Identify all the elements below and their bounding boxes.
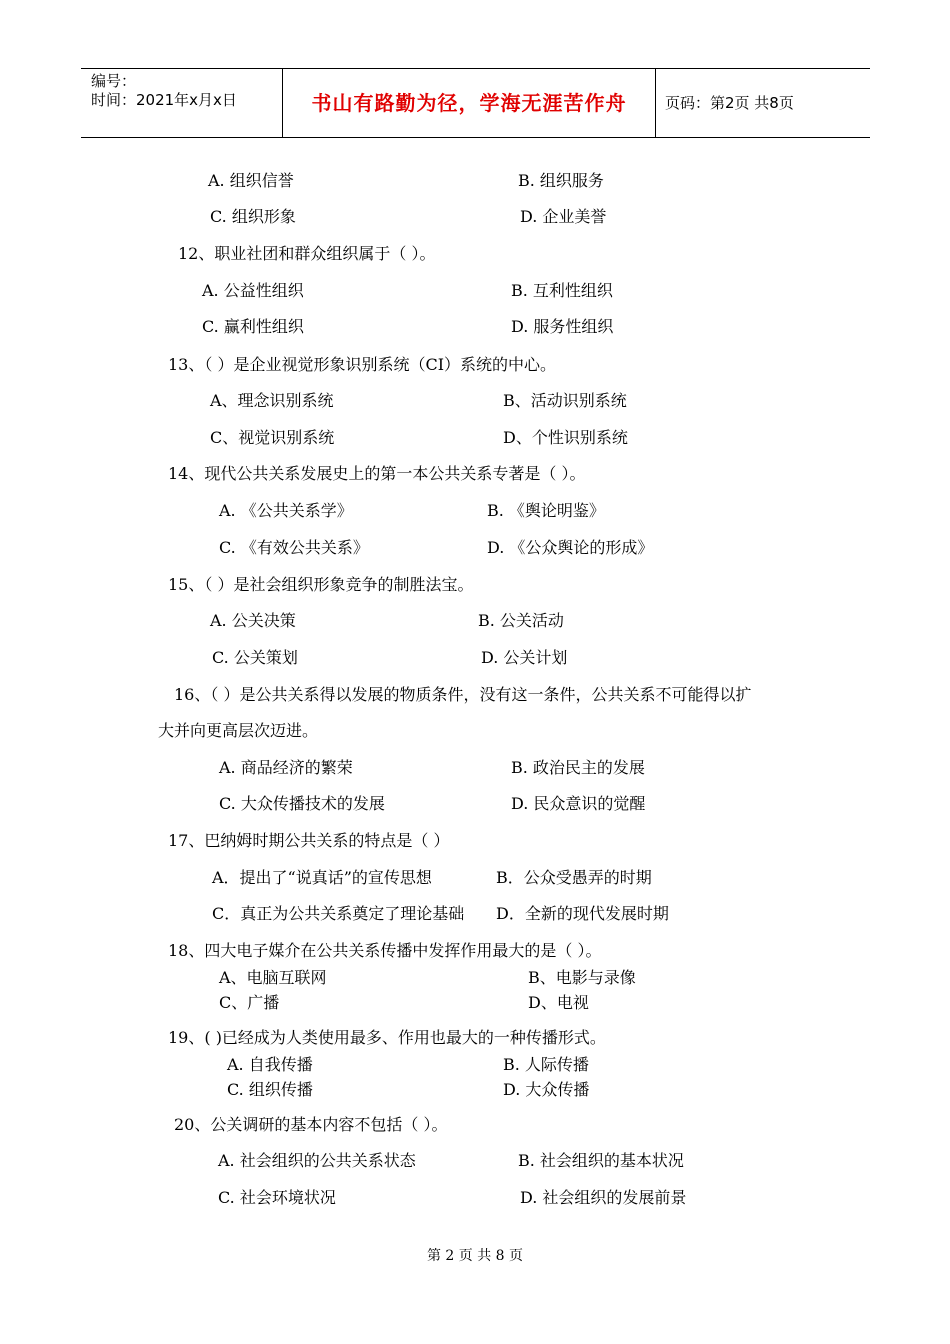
- option-text: D. 企业美誉: [520, 207, 607, 226]
- option-text: D. 公关计划: [481, 648, 568, 667]
- option-text: D. 服务性组织: [511, 317, 614, 336]
- option-text: C. 大众传播技术的发展: [219, 794, 385, 813]
- option-text: B. 互利性组织: [511, 281, 613, 300]
- option-text: D. 民众意识的觉醒: [511, 794, 646, 813]
- date-label: 时间：2021年x月x日: [91, 91, 237, 109]
- option-text: D. 社会组织的发展前景: [520, 1188, 687, 1207]
- option-text: A. 自我传播: [227, 1055, 313, 1074]
- option-text: C．真正为公共关系奠定了理论基础: [212, 904, 465, 923]
- page-header: [81, 68, 870, 138]
- code-label: 编号：: [91, 72, 137, 90]
- header-motto: 书山有路勤为径，学海无涯苦作舟: [282, 69, 656, 137]
- question-text: 15、（ ）是社会组织形象竞争的制胜法宝。: [168, 575, 474, 594]
- option-text: B、活动识别系统: [503, 391, 627, 410]
- option-text: A．提出了“说真话”的宣传思想: [212, 868, 432, 887]
- option-text: A. 社会组织的公共关系状态: [218, 1151, 416, 1170]
- option-text: B. 社会组织的基本状况: [518, 1151, 684, 1170]
- option-text: A. 商品经济的繁荣: [219, 758, 353, 777]
- question-text: 14、现代公共关系发展史上的第一本公共关系专著是（ ）。: [168, 464, 586, 483]
- header-page-number: 页码：第2页 共8页: [665, 94, 794, 112]
- option-text: D．全新的现代发展时期: [496, 904, 669, 923]
- question-text: 16、（ ）是公共关系得以发展的物质条件，没有这一条件，公共关系不可能得以扩: [174, 685, 752, 704]
- option-text: A、电脑互联网: [219, 968, 327, 987]
- option-text: B. 公关活动: [478, 611, 564, 630]
- option-text: C. 《有效公共关系》: [219, 538, 369, 557]
- option-text: C. 组织形象: [210, 207, 296, 226]
- option-text: C. 赢利性组织: [202, 317, 304, 336]
- option-text: A. 公关决策: [210, 611, 296, 630]
- option-text: A. 公益性组织: [202, 281, 304, 300]
- option-text: D、电视: [528, 993, 589, 1012]
- option-text: C. 社会环境状况: [218, 1188, 336, 1207]
- question-text: 18、四大电子媒介在公共关系传播中发挥作用最大的是（ ）。: [168, 941, 602, 960]
- option-text: A、理念识别系统: [210, 391, 334, 410]
- option-text: C、广播: [219, 993, 280, 1012]
- option-text: B、电影与录像: [528, 968, 636, 987]
- option-text: B. 《舆论明鉴》: [487, 501, 605, 520]
- question-text: 20、公关调研的基本内容不包括（ ）。: [174, 1115, 448, 1134]
- question-text: 13、（ ）是企业视觉形象识别系统（CI）系统的中心。: [168, 355, 557, 374]
- question-text: 17、巴纳姆时期公共关系的特点是（ ）: [168, 831, 450, 850]
- option-text: A. 组织信誉: [208, 171, 294, 190]
- option-text: D. 《公众舆论的形成》: [487, 538, 654, 557]
- option-text: B．公众受愚弄的时期: [496, 868, 652, 887]
- page-footer: 第 2 页 共 8 页: [426, 1248, 524, 1264]
- option-text: A. 《公共关系学》: [219, 501, 353, 520]
- option-text: B. 政治民主的发展: [511, 758, 645, 777]
- question-text: 12、职业社团和群众组织属于（ ）。: [178, 244, 436, 263]
- option-text: D. 大众传播: [503, 1080, 590, 1099]
- header-meta-cell: [81, 69, 282, 137]
- option-text: B. 人际传播: [503, 1055, 589, 1074]
- option-text: B. 组织服务: [518, 171, 604, 190]
- option-text: C、视觉识别系统: [210, 428, 335, 447]
- option-text: C. 公关策划: [212, 648, 298, 667]
- question-text-continued: 大并向更高层次迈进。: [158, 721, 319, 740]
- question-text: 19、( )已经成为人类使用最多、作用也最大的一种传播形式。: [168, 1028, 606, 1047]
- option-text: D、个性识别系统: [503, 428, 628, 447]
- option-text: C. 组织传播: [227, 1080, 313, 1099]
